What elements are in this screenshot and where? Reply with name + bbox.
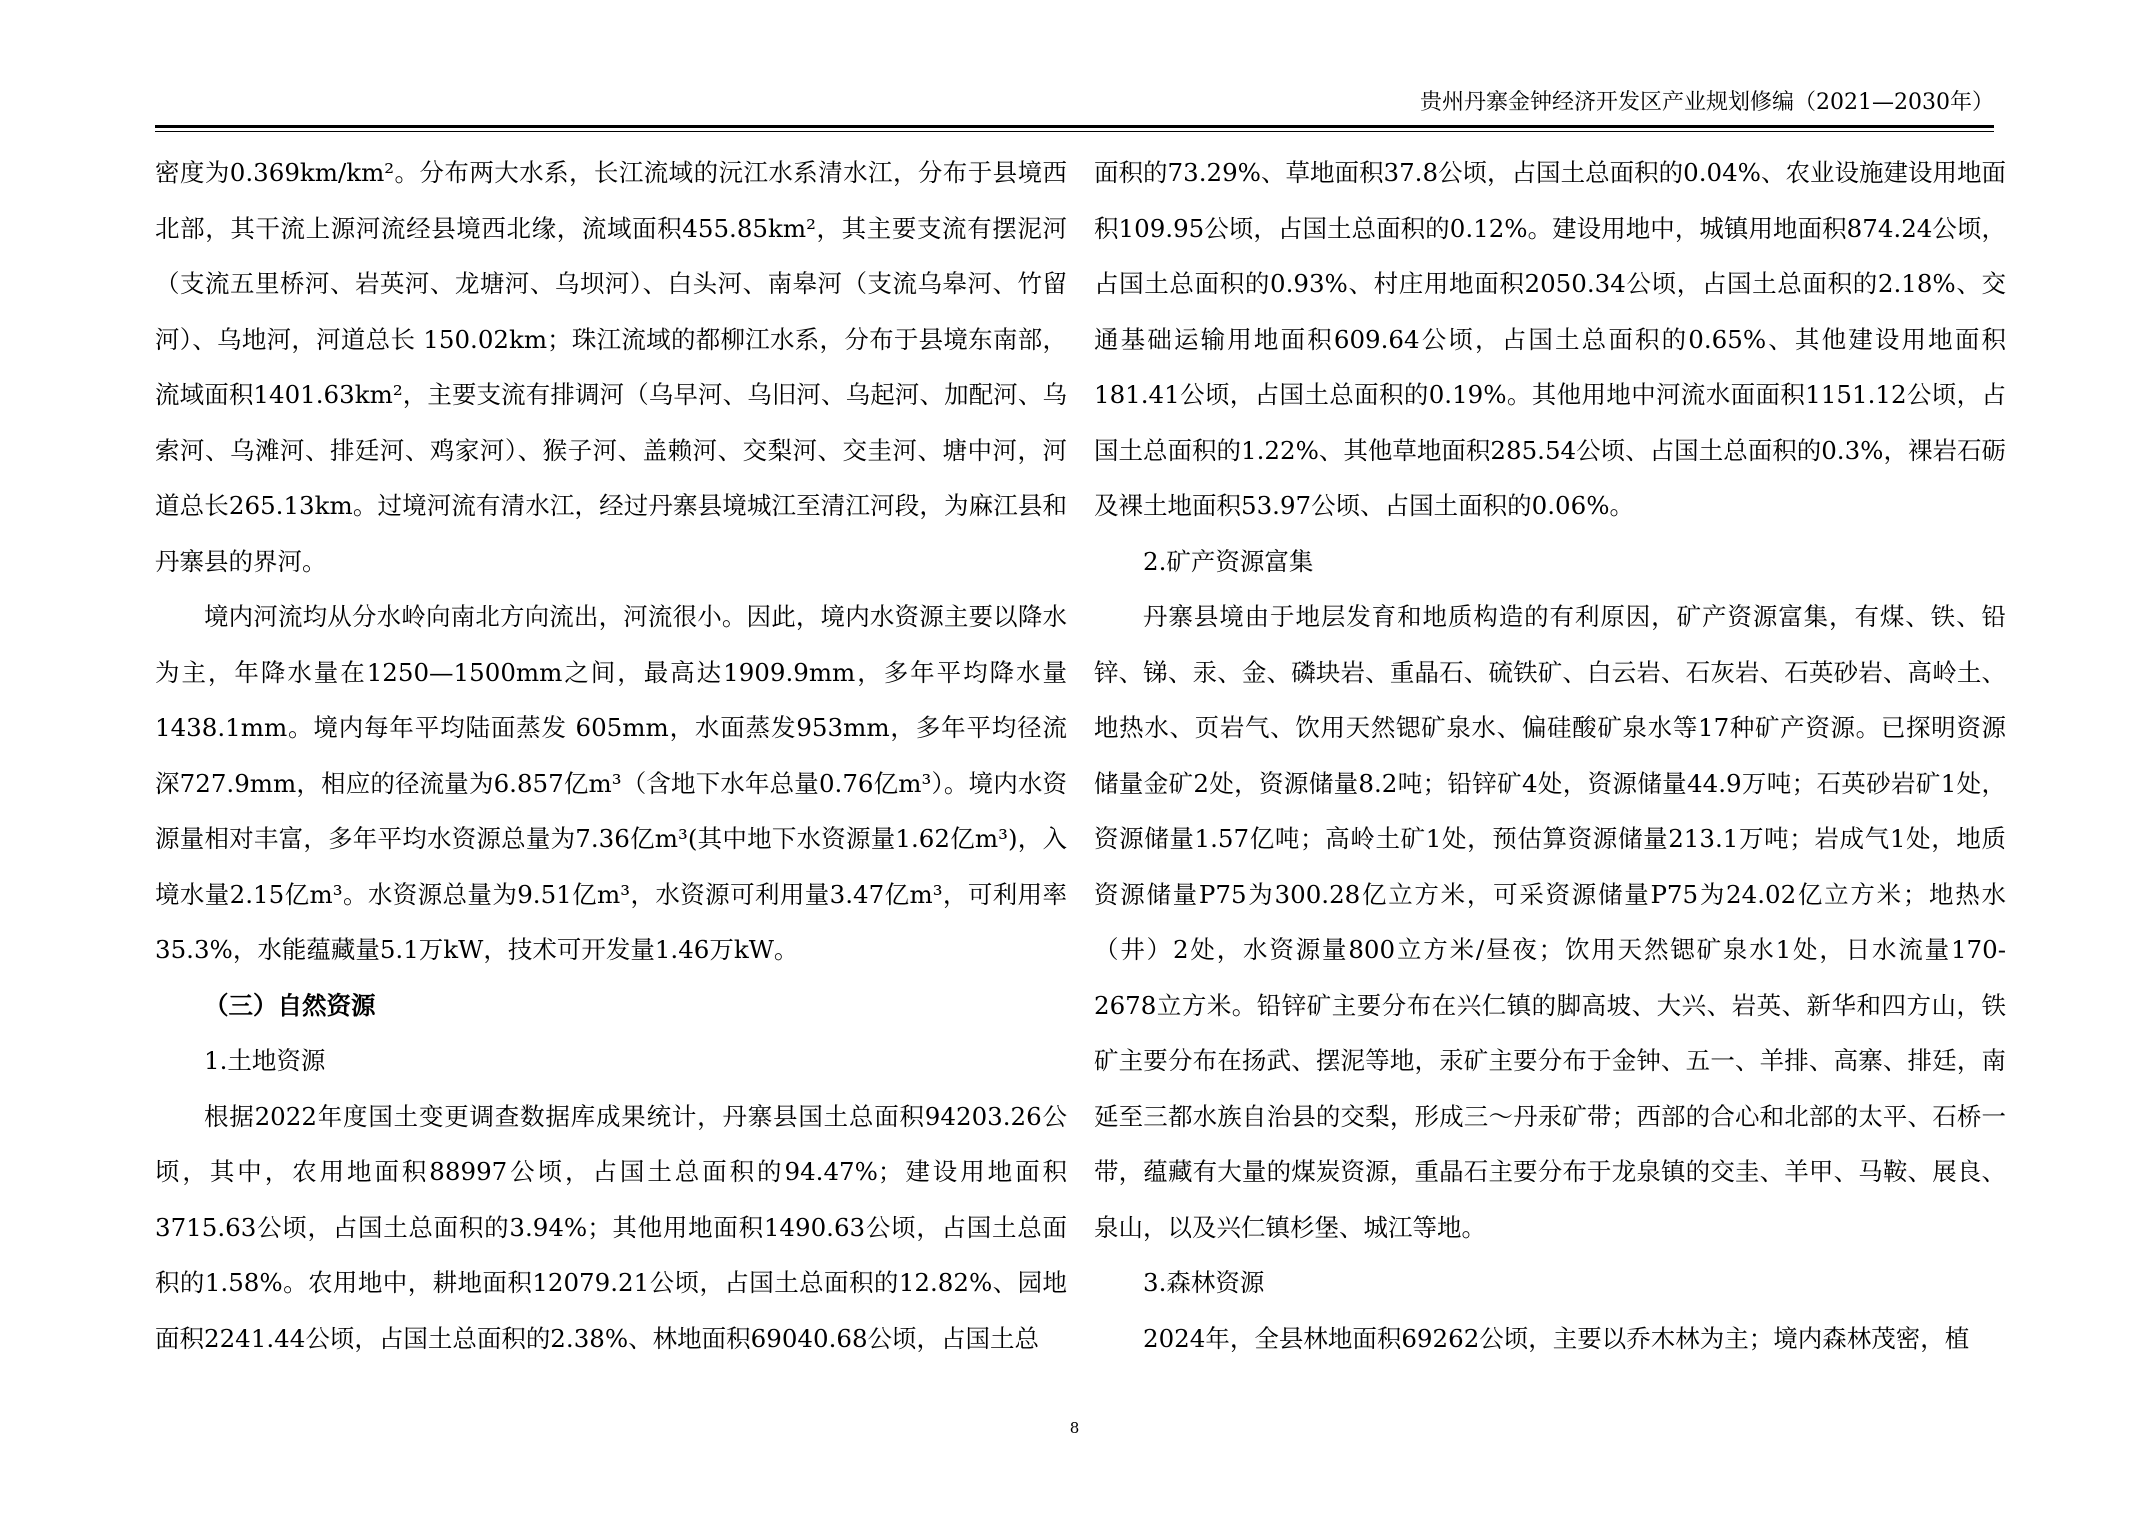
subheading-forest-resources: 3.森林资源: [1143, 1268, 1265, 1297]
subheading-mineral-resources: 2.矿产资源富集: [1143, 546, 1314, 576]
paragraph-land-statistics-continued: 面积的73.29%、草地面积37.8公顷，占国土总面积的0.04%、农业设施建设用地面积109.95公顷，占国土总面积的0.12%。建设用地中，城镇用地面积874.24公顷，占国土总面积的0.93%、村庄用地面积2050.34公顷，占国土总面积的2.18%、交通基础运输用地面积609.64公顷，占国土总面积的0.65%、其他建设用地面积181.41公顷，占国土总面积的0.19%。其他用地中河流水面面积1151.12公顷，占国土总面积的1.22%、其他草地面积285.54公顷、占国土总面积的0.3%，裸岩石砺及裸土地面积53.97公顷、占国土面积的0.06%。: [1094, 158, 2006, 520]
paragraph-water-resources: 境内河流均从分水岭向南北方向流出，河流很小。因此，境内水资源主要以降水为主，年降水量在1250—1500mm之间，最高达1909.9mm，多年平均降水量1438.1mm。境内每年平均陆面蒸发 605mm，水面蒸发953mm，多年平均径流深727.9mm，相应的径流量为6.857亿m³（含地下水年总量0.76亿m³）。境内水资源量相对丰富，多年平均水资源总量为7.36亿m³(其中地下水资源量1.62亿m³)，入境水量2.15亿m³。水资源总量为9.51亿m³，水资源可利用量3.47亿m³，可利用率35.3%，水能蕴藏量5.1万kW，技术可开发量1.46万kW。: [155, 602, 1067, 964]
page-number: 8: [1069, 1419, 1080, 1437]
header-title: 贵州丹寨金钟经济开发区产业规划修编（2021—2030年）: [1420, 90, 1994, 115]
right-column: [1094, 145, 2006, 1366]
header-rule-thin: [155, 131, 1994, 132]
paragraph-forest-resources: 2024年，全县林地面积69262公顷，主要以乔木林为主；境内森林茂密，植: [1143, 1323, 1970, 1353]
header-rule-thick: [155, 125, 1994, 128]
paragraph-mineral-resources: 丹寨县境由于地层发育和地质构造的有利原因，矿产资源富集，有煤、铁、铅锌、锑、汞、金、磷块岩、重晶石、硫铁矿、白云岩、石灰岩、石英砂岩、高岭土、地热水、页岩气、饮用天然锶矿泉水、偏硅酸矿泉水等17种矿产资源。已探明资源储量金矿2处，资源储量8.2吨；铅锌矿4处，资源储量44.9万吨；石英砂岩矿1处，资源储量1.57亿吨；高岭土矿1处，预估算资源储量213.1万吨；岩成气1处，地质资源储量P75为300.28亿立方米，可采资源储量P75为24.02亿立方米；地热水（井）2处，水资源量800立方米/昼夜；饮用天然锶矿泉水1处，日水流量170-2678立方米。铅锌矿主要分布在兴仁镇的脚高坡、大兴、岩英、新华和四方山，铁矿主要分布在扬武、摆泥等地，汞矿主要分布于金钟、五一、羊排、高寨、排廷，南延至三都水族自治县的交梨，形成三～丹汞矿带；西部的合心和北部的太平、石桥一带，蕴藏有大量的煤炭资源，重晶石主要分布于龙泉镇的交圭、羊甲、马鞍、展良、泉山，以及兴仁镇杉堡、城江等地。: [1094, 602, 2006, 1242]
section-heading-natural-resources: （三）自然资源: [204, 990, 376, 1020]
left-column: [155, 145, 1067, 1366]
paragraph-land-statistics: 根据2022年度国土变更调查数据库成果统计，丹寨县国土总面积94203.26公顷，其中，农用地面积88997公顷，占国土总面积的94.47%；建设用地面积3715.63公顷，占国土总面积的3.94%；其他用地面积1490.63公顷，占国土总面积的1.58%。农用地中，耕地面积12079.21公顷，占国土总面积的12.82%、园地面积2241.44公顷，占国土总面积的2.38%、林地面积69040.68公顷，占国土总: [155, 1101, 1067, 1353]
paragraph-water-systems: 密度为0.369km/km²。分布两大水系，长江流域的沅江水系清水江，分布于县境西北部，其干流上源河流经县境西北缘，流域面积455.85km²，其主要支流有摆泥河（支流五里桥河、岩英河、龙塘河、乌坝河）、白头河、南皋河（支流乌皋河、竹留河）、乌地河，河道总长 150.02km；珠江流域的都柳江水系，分布于县境东南部，流域面积1401.63km²，主要支流有排调河（乌早河、乌旧河、乌起河、加配河、乌索河、乌滩河、排廷河、鸡家河）、猴子河、盖赖河、交梨河、交圭河、塘中河，河道总长265.13km。过境河流有清水江，经过丹寨县境城江至清江河段，为麻江县和丹寨县的界河。: [155, 158, 1067, 576]
subheading-land-resources: 1.土地资源: [204, 1046, 326, 1075]
